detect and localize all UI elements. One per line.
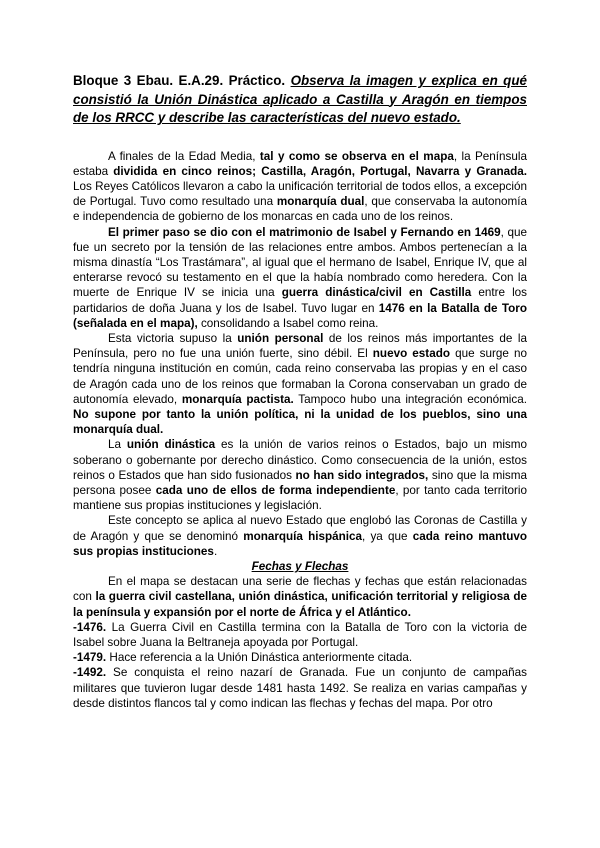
- text: Tampoco hubo una integración económica.: [293, 392, 527, 406]
- text: Hace referencia a la Unión Dinástica anteriormente citada.: [106, 651, 413, 665]
- text: que surge no tendría ninguna institución en común, cada reino conservaba las propias y en el caso de Aragón cada uno de los reinos que formaban la Corona conservaban un grado de autonomía elevado,: [73, 347, 527, 406]
- text: .: [213, 544, 218, 558]
- date-item-1492: [73, 665, 527, 711]
- bold-text: unión personal: [237, 331, 324, 345]
- text: es la unión de varios reinos o Estados, bajo un mismo soberano o gobernante por derecho dinástico. Como consecuencia de la unión, estos reinos o Estados que han sido fusionados: [73, 438, 528, 482]
- bold-text: monarquía hispánica: [243, 529, 363, 543]
- date-label: -1479.: [73, 651, 107, 665]
- date-label: -1492.: [73, 666, 107, 680]
- text: de los reinos más importantes de la Península, pero no fue una unión fuerte, sino débil. El: [73, 331, 527, 361]
- document-body: [73, 149, 527, 712]
- bold-text: la guerra civil castellana, unión dinástica, unificación territorial y religiosa de la península y expansión por el norte de África y el Atlántico.: [73, 590, 527, 619]
- paragraph-marriage: [73, 225, 527, 331]
- bold-text: nuevo estado: [372, 347, 450, 361]
- bold-text: cada uno de ellos de forma independiente: [155, 483, 396, 497]
- bold-text: guerra dinástica/civil en Castilla: [281, 286, 472, 300]
- document-page: [73, 72, 527, 711]
- date-item-1476: [73, 620, 527, 650]
- date-label: -1476.: [73, 620, 107, 634]
- paragraph-personal-union: [73, 331, 527, 437]
- text: Se conquista el reino nazarí de Granada. Fue un conjunto de campañas militares que tuvieron lugar desde 1481 hasta 1492. Se realiza en varias campañas y desde distintos flancos tal y como indican las flechas y fechas del mapa. Por otro: [73, 666, 527, 710]
- paragraph-hispanic-monarchy: [73, 513, 527, 559]
- text: Este concepto se aplica al nuevo Estado que englobó las Coronas de Castilla y de Aragón y que se denominó: [73, 514, 527, 543]
- text: , ya que: [362, 529, 413, 543]
- text: La Guerra Civil en Castilla termina con la Batalla de Toro con la victoria de Isabel sobre Juana la Beltraneja apoyada por Portugal.: [73, 620, 527, 649]
- text: , por tanto cada territorio mantiene sus propias instituciones y legislación.: [73, 483, 527, 513]
- paragraph-intro: [73, 149, 527, 225]
- text: , que fue un secreto por la tensión de las relaciones entre ambos. Ambos pertenecían a la misma dinastía “Los Trastámara”, al igual que el hermano de Isabel, Enrique IV, que al enterarse revocó su testamento en el que la había nombrado como heredera. Con la muerte de Enrique IV se inicia una: [73, 225, 527, 300]
- section-subtitle: Fechas y Flechas: [251, 559, 349, 573]
- paragraph-dynastic-union: [73, 437, 527, 513]
- text: , que conservaba la autonomía e independencia de gobierno de los monarcas en cada uno de los reinos.: [73, 195, 527, 224]
- paragraph-map-arrows: [73, 574, 527, 620]
- exercise-task: Observa la imagen y explica en qué consistió la Unión Dinástica aplicado a Castilla y Aragón en tiempos de los RRCC y describe las características del nuevo estado.: [73, 73, 527, 125]
- text: entre los partidarios de doña Juana y los de Isabel. Tuvo lugar en: [73, 286, 528, 315]
- text: Esta victoria supuso la: [108, 331, 238, 345]
- bold-text: cada reino mantuvo sus propias instituciones: [73, 529, 527, 558]
- exercise-code: Bloque 3 Ebau. E.A.29. Práctico.: [73, 73, 286, 88]
- bold-text: monarquía pactista.: [181, 392, 294, 406]
- bold-text: dividida en cinco reinos; Castilla, Aragón, Portugal, Navarra y Granada.: [113, 164, 527, 178]
- text: A finales de la Edad Media,: [108, 149, 260, 163]
- bold-text: no han sido integrados,: [295, 468, 429, 482]
- bold-text: El primer paso se dio con el matrimonio de Isabel y Fernando en 1469: [108, 225, 501, 239]
- text: , la Península estaba: [73, 149, 527, 178]
- bold-text: monarquía dual: [276, 195, 365, 209]
- bold-text: 1476 en la Batalla de Toro (señalada en el mapa),: [73, 301, 527, 330]
- bold-text: tal y como se observa en el mapa: [259, 149, 454, 163]
- text: sino que la misma persona posee: [73, 468, 527, 497]
- exercise-heading: [73, 72, 527, 128]
- text: La: [108, 438, 127, 452]
- text: En el mapa se destacan una serie de flechas y fechas que están relacionadas con: [73, 575, 527, 604]
- bold-text: No supone por tanto la unión política, ni la unidad de los pueblos, sino una monarquía dual.: [73, 407, 527, 437]
- text: Los Reyes Católicos llevaron a cabo la unificación territorial de todos ellos, a excepción de Portugal. Tuvo como resultado una: [73, 179, 527, 209]
- text: consolidando a Isabel como reina.: [197, 316, 379, 330]
- date-item-1479: [73, 650, 527, 665]
- bold-text: unión dinástica: [126, 438, 216, 452]
